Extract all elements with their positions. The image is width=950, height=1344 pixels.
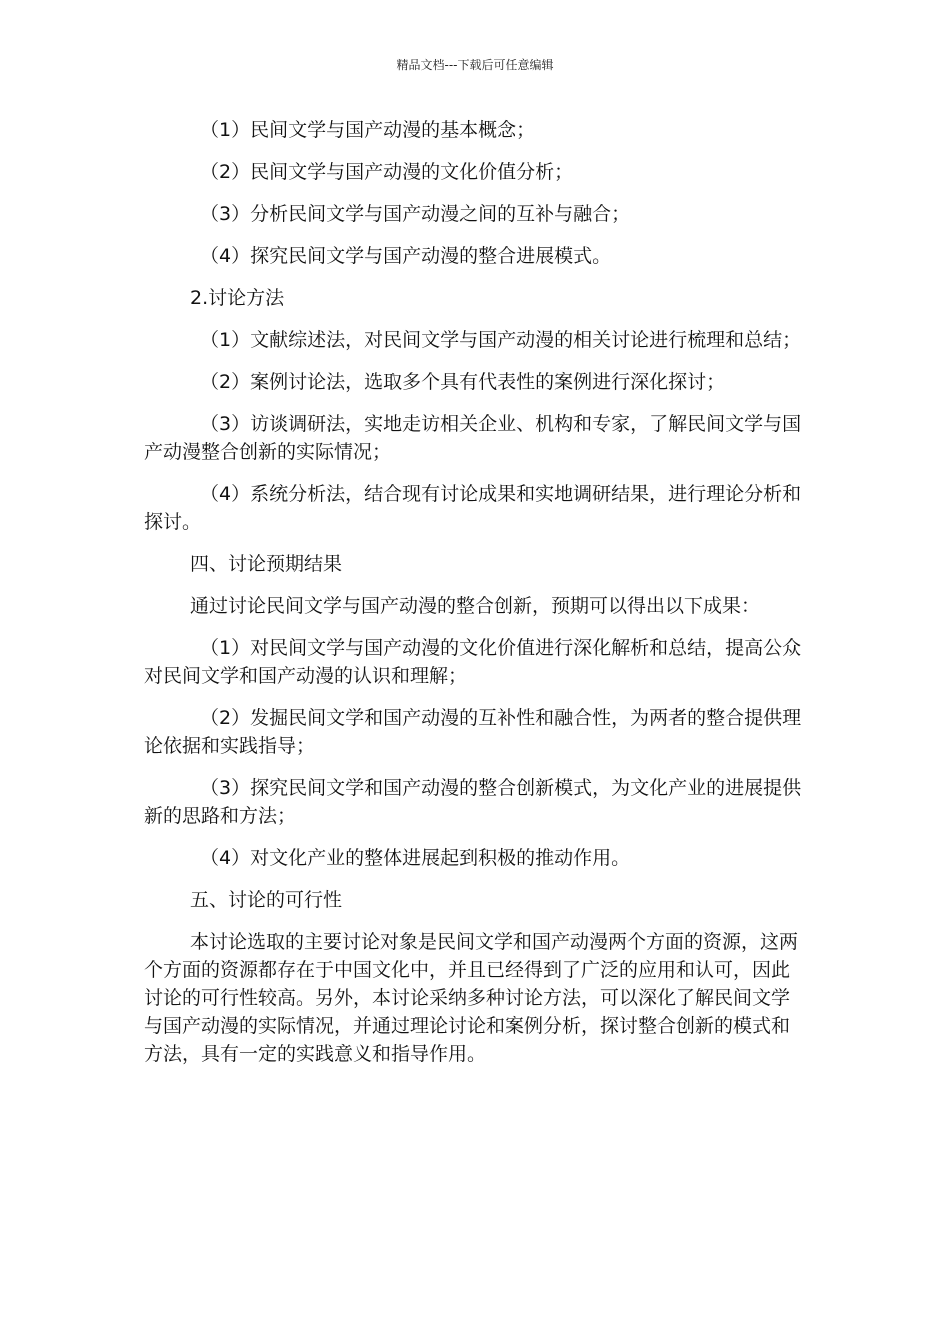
- list-item-result-2: （2）发掘民间文学和国产动漫的互补性和融合性，为两者的整合提供理论依据和实践指导；: [144, 707, 802, 757]
- list-item-method-3: （3）访谈调研法，实地走访相关企业、机构和专家，了解民间文学与国产动漫整合创新的实际情况；: [144, 413, 802, 463]
- list-item-scope-1: （1）民间文学与国产动漫的基本概念；: [200, 119, 536, 141]
- list-item-scope-4: （4）探究民间文学与国产动漫的整合进展模式。: [200, 245, 612, 267]
- list-item-method-2: （2）案例讨论法，选取多个具有代表性的案例进行深化探讨；: [200, 371, 726, 393]
- section-heading-feasibility: 五、讨论的可行性: [190, 889, 343, 911]
- list-item-result-3: （3）探究民间文学和国产动漫的整合创新模式，为文化产业的进展提供新的思路和方法；: [144, 777, 802, 827]
- section-heading-methods: 2.讨论方法: [190, 287, 285, 309]
- document-body: [144, 116, 806, 1082]
- list-item-method-4: （4）系统分析法，结合现有讨论成果和实地调研结果，进行理论分析和探讨。: [144, 483, 802, 533]
- list-item-scope-3: （3）分析民间文学与国产动漫之间的互补与融合；: [200, 203, 631, 225]
- list-item-result-1: （1）对民间文学与国产动漫的文化价值进行深化解析和总结，提高公众对民间文学和国产动漫的认识和理解；: [144, 637, 802, 687]
- list-item-scope-2: （2）民间文学与国产动漫的文化价值分析；: [200, 161, 574, 183]
- paragraph-expected-intro: 通过讨论民间文学与国产动漫的整合创新，预期可以得出以下成果：: [190, 595, 761, 617]
- list-item-method-1: （1）文献综述法，对民间文学与国产动漫的相关讨论进行梳理和总结；: [200, 329, 802, 351]
- section-heading-expected-results: 四、讨论预期结果: [190, 553, 343, 575]
- paragraph-feasibility: 本讨论选取的主要讨论对象是民间文学和国产动漫两个方面的资源，这两个方面的资源都存在于中国文化中，并且已经得到了广泛的应用和认可，因此讨论的可行性较高。另外，本讨论采纳多种讨论方法，可以深化了解民间文学与国产动漫的实际情况，并通过理论讨论和案例分析，探讨整合创新的模式和方法，具有一定的实践意义和指导作用。: [144, 931, 799, 1065]
- page-header: 精品文档---下载后可任意编辑: [396, 58, 554, 72]
- list-item-result-4: （4）对文化产业的整体进展起到积极的推动作用。: [200, 847, 631, 869]
